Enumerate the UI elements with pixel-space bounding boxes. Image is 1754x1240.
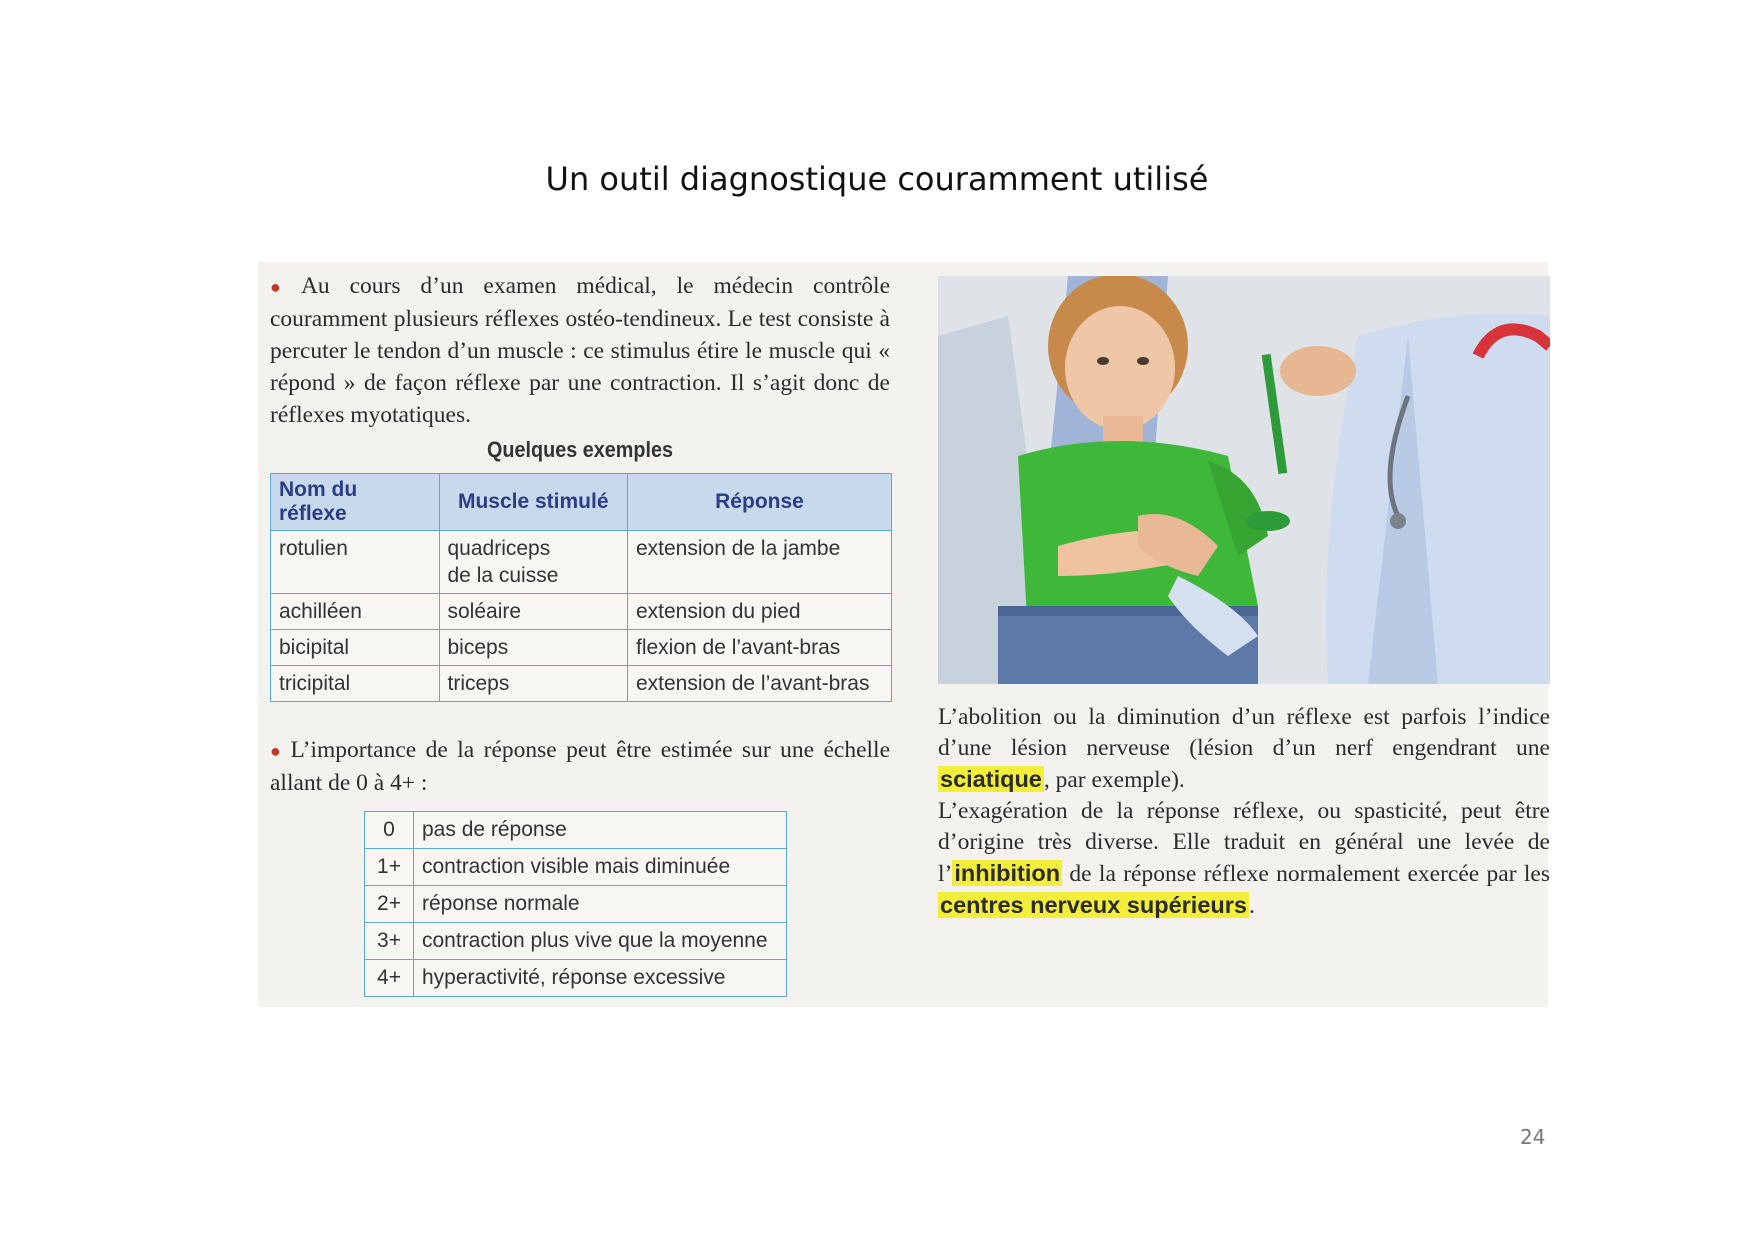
muscle-line2: de la cuisse xyxy=(447,564,559,587)
highlight-inhibition: inhibition xyxy=(954,860,1061,886)
p2-text-middle: de la réponse réflexe normalement exercée par les xyxy=(1062,861,1550,887)
muscle-cell: soléaire xyxy=(439,594,627,630)
bullet-dot-icon: ● xyxy=(270,277,295,297)
page-number: 24 xyxy=(1520,1125,1546,1149)
scale-level: 2+ xyxy=(365,886,414,923)
scale-description: pas de réponse xyxy=(414,812,787,849)
table-row xyxy=(365,886,787,923)
intro-text: Au cours d’un examen médical, le médecin contrôle couramment plusieurs réflexes ostéo-tendineux. Le test consiste à percuter le tendon d’un muscle : ce stimulus étire le muscle qui « répond » de façon réflexe par une contraction. Il s’agit donc de réflexes myotatiques. xyxy=(270,273,891,428)
highlight-sciatique: sciatique xyxy=(940,766,1042,792)
scale-description: contraction visible mais diminuée xyxy=(414,849,787,886)
table-row xyxy=(271,594,892,630)
reflex-name-cell: bicipital xyxy=(271,630,440,666)
response-scale-table xyxy=(364,811,787,997)
p2-text-after: . xyxy=(1248,893,1255,919)
table-row xyxy=(365,960,787,997)
scale-intro-text: L’importance de la réponse peut être estimée sur une échelle allant de 0 à 4+ : xyxy=(270,737,890,796)
header-reflex-name: Nom du réflexe xyxy=(271,474,440,531)
p2-text-before: L’exagération de la réponse réflexe, ou spasticité, peut être d’origine très diverse. Elle traduit en général une levée de l’ xyxy=(938,798,1550,887)
table-row xyxy=(365,812,787,849)
response-cell: extension du pied xyxy=(627,594,891,630)
textbook-scan xyxy=(258,262,1548,1007)
reflex-table-header-row xyxy=(271,474,892,531)
table-row xyxy=(271,666,892,702)
p1-text-after: , par exemple). xyxy=(1043,767,1185,793)
reflex-name-cell: rotulien xyxy=(271,531,440,594)
reflex-exam-photo xyxy=(938,276,1550,684)
intro-paragraph xyxy=(270,270,890,431)
scale-level: 3+ xyxy=(365,923,414,960)
muscle-cell xyxy=(439,531,627,594)
muscle-cell: biceps xyxy=(439,630,627,666)
examples-title: Quelques exemples xyxy=(487,437,673,462)
scale-level: 1+ xyxy=(365,849,414,886)
p1-text-before: L’abolition ou la diminution d’un réflexe est parfois l’indice d’une lésion nerveuse (lésion d’un nerf engendrant une xyxy=(938,704,1550,761)
scale-description: hyperactivité, réponse excessive xyxy=(414,960,787,997)
left-column xyxy=(270,270,890,997)
header-muscle: Muscle stimulé xyxy=(439,474,627,531)
slide-title: Un outil diagnostique couramment utilisé xyxy=(545,160,1209,198)
response-cell: extension de l’avant-bras xyxy=(627,666,891,702)
scale-level: 4+ xyxy=(365,960,414,997)
header-response: Réponse xyxy=(627,474,891,531)
table-row xyxy=(271,531,892,594)
response-cell: extension de la jambe xyxy=(627,531,891,594)
scale-description: contraction plus vive que la moyenne xyxy=(414,923,787,960)
bullet-dot-icon: ● xyxy=(270,741,285,761)
reflex-table xyxy=(270,473,892,702)
reflex-name-cell: achilléen xyxy=(271,594,440,630)
muscle-line1: quadriceps xyxy=(447,537,551,560)
scale-level: 0 xyxy=(365,812,414,849)
reflex-name-cell: tricipital xyxy=(271,666,440,702)
muscle-cell: triceps xyxy=(439,666,627,702)
table-row xyxy=(365,923,787,960)
abolition-paragraph xyxy=(938,702,1550,796)
scale-description: réponse normale xyxy=(414,886,787,923)
table-row xyxy=(271,630,892,666)
scale-intro-paragraph xyxy=(270,734,890,799)
response-cell: flexion de l’avant-bras xyxy=(627,630,891,666)
table-row xyxy=(365,849,787,886)
highlight-centres-nerveux: centres nerveux supérieurs xyxy=(940,892,1247,918)
child-doctor-illustration xyxy=(938,276,1550,684)
right-column-text xyxy=(938,702,1550,922)
spasticity-paragraph xyxy=(938,796,1550,922)
